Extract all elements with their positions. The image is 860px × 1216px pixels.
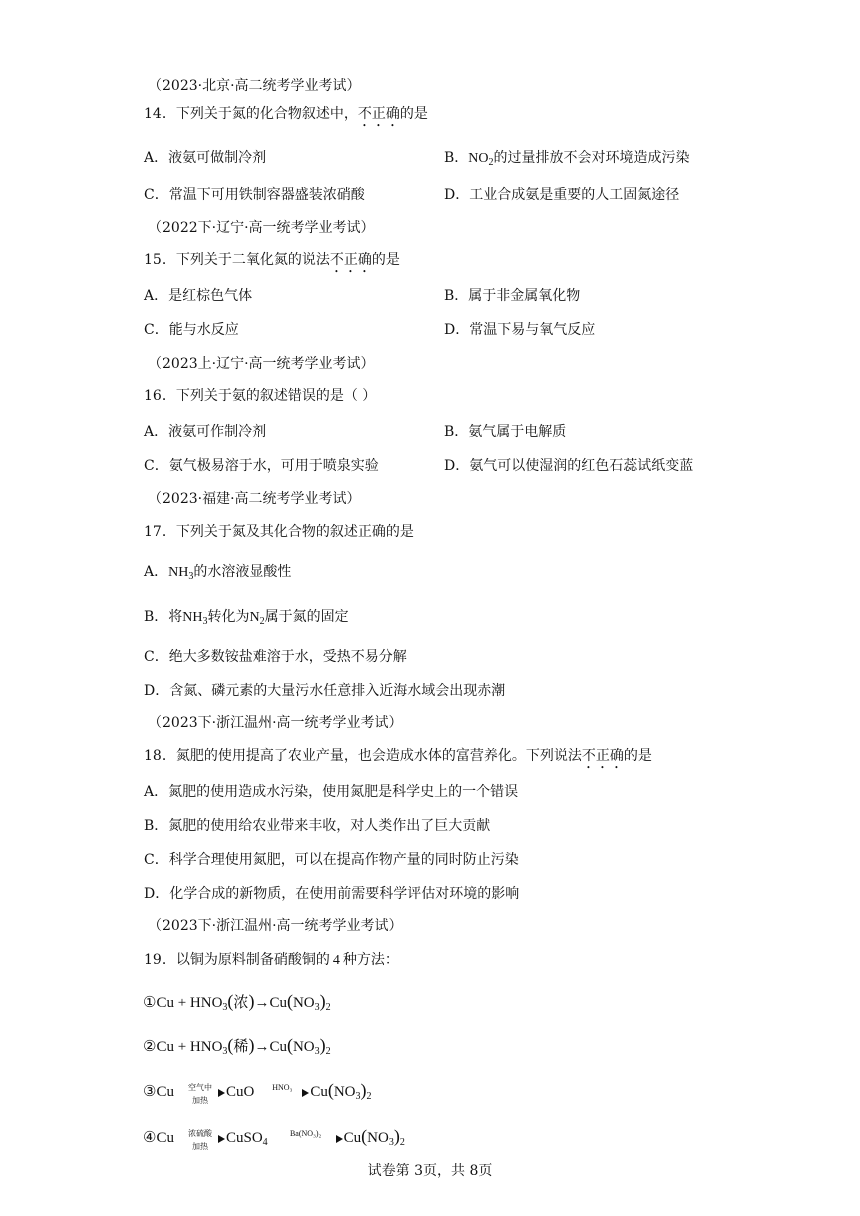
method-2-condition: 稀: [233, 1039, 249, 1055]
q17-b-post: 属于氮的固定: [264, 609, 349, 625]
q15-option-d[interactable]: D．常温下易与氧气反应: [444, 322, 596, 338]
method-3-reactant: Cu: [156, 1084, 174, 1100]
q19-stem-num: 4: [332, 953, 340, 968]
q16-source: （2023上·辽宁·高一统考学业考试）: [148, 356, 375, 372]
q14-source: （2023·北京·高二统考学业考试）: [148, 78, 361, 94]
method-2-lhs: Cu + HNO: [156, 1039, 223, 1055]
method-3-number: ③: [143, 1084, 157, 1100]
q15-source: （2022下·辽宁·高一统考学业考试）: [148, 220, 375, 236]
q17-a-pre: A．: [144, 564, 169, 580]
q14-stem-emphasis: 不正确: [357, 106, 400, 122]
method-1-number: ①: [143, 995, 157, 1011]
method-4-product: Cu: [343, 1130, 362, 1146]
q17-option-a[interactable]: [144, 562, 291, 583]
q15-stem-post: 的是: [371, 252, 400, 268]
q18-option-b[interactable]: B．氮肥的使用给农业带来丰收，对人类作出了巨大贡献: [144, 818, 491, 834]
method-3-product-inner: NO: [333, 1084, 356, 1100]
q18-stem-post: 的是: [623, 748, 652, 764]
method-4-arrow1-top: 浓硫酸: [187, 1128, 212, 1138]
method-1-rhs: Cu: [269, 995, 287, 1011]
q16-stem: 16．下列关于氨的叙述错误的是（ ）: [144, 388, 377, 404]
q14-option-b[interactable]: [444, 148, 690, 169]
reaction-arrow-icon: →: [254, 995, 270, 1011]
q17-b-formula2: N: [249, 610, 260, 625]
q15-stem-pre: 15．下列关于二氧化氮的说法: [144, 252, 330, 268]
q15-option-a[interactable]: A．是红棕色气体: [144, 288, 253, 304]
method-3-arrow1-bottom: 加热: [191, 1095, 208, 1105]
q14-stem-pre: 14．下列关于氮的化合物叙述中，: [144, 106, 358, 122]
q14-option-d[interactable]: D．工业合成氨是重要的人工固氮途径: [444, 187, 680, 203]
method-2-rhs: Cu: [269, 1039, 287, 1055]
method-3-intermediate: CuO: [225, 1084, 255, 1100]
method-4-product-inner-sub: 3: [388, 1137, 394, 1148]
q14-b-pre: B．: [444, 150, 469, 166]
method-2-rhs-inner-sub: 3: [314, 1046, 320, 1057]
q17-a-formula: NH: [168, 565, 189, 580]
q17-b-formula1: NH: [182, 610, 203, 625]
method-4-arrow2-top: Ba(NO₃)₂: [289, 1128, 322, 1138]
q16-option-b[interactable]: B．氨气属于电解质: [444, 424, 567, 440]
reaction-arrow-icon: →: [254, 1039, 270, 1055]
method-3-product-outer-sub: 2: [366, 1091, 372, 1102]
method-1-lhs: Cu + HNO: [156, 995, 223, 1011]
q18-option-c[interactable]: C．科学合理使用氮肥，可以在提高作物产量的同时防止污染: [144, 852, 519, 868]
q17-stem: 17．下列关于氮及其化合物的叙述正确的是: [144, 524, 414, 540]
q18-stem-emphasis: 不正确: [581, 748, 624, 764]
q16-option-a[interactable]: A．液氨可作制冷剂: [144, 424, 267, 440]
method-1-condition: 浓: [233, 995, 249, 1011]
q17-option-b[interactable]: [144, 607, 349, 628]
method-1-rhs-inner-sub: 3: [314, 1002, 320, 1013]
q17-a-post: 的水溶液显酸性: [193, 564, 292, 580]
method-4-number: ④: [143, 1130, 157, 1146]
method-4-product-inner: NO: [367, 1130, 389, 1146]
method-1-rhs-outer-sub: 2: [325, 1002, 331, 1013]
q17-option-d[interactable]: D．含氮、磷元素的大量污水任意排入近海水域会出现赤潮: [144, 683, 506, 699]
method-3-product: Cu: [310, 1084, 328, 1100]
q17-option-c[interactable]: C．绝大多数铵盐难溶于水，受热不易分解: [144, 649, 407, 665]
q19-method-4: ④Cu 浓硫酸 加热 CuSO$_4$ Ba(NO₃)₂ $Cu(NO_3)_2$: [143, 1126, 405, 1151]
method-1-lhs-sub: 3: [222, 1002, 228, 1013]
q14-b-sub: 2: [488, 157, 494, 168]
method-2-rhs-outer-sub: 2: [325, 1046, 331, 1057]
q15-stem-emphasis: 不正确: [329, 252, 372, 268]
q18-option-a[interactable]: A．氮肥的使用造成水污染，使用氮肥是科学史上的一个错误: [144, 784, 519, 800]
q17-b-sub2: 2: [259, 616, 265, 627]
q19-method-3: ③Cu 空气中 加热 CuO HNO₃ $Cu(NO_3)_2$: [143, 1080, 372, 1105]
method-4-intermediate: CuSO: [225, 1130, 263, 1146]
q17-b-pre: B．将: [144, 609, 183, 625]
q15-stem: [144, 250, 400, 276]
q16-option-d[interactable]: D．氨气可以使湿润的红色石蕊试纸变蓝: [444, 458, 694, 474]
q14-option-c[interactable]: C．常温下可用铁制容器盛装浓硝酸: [144, 187, 365, 203]
q15-option-b[interactable]: B．属于非金属氧化物: [444, 288, 581, 304]
q17-b-sub1: 3: [202, 616, 208, 627]
q17-source: （2023·福建·高二统考学业考试）: [148, 491, 361, 507]
q14-stem: [144, 104, 428, 130]
method-4-intermediate-sub: 4: [262, 1137, 268, 1148]
q18-source: （2023下·浙江温州·高一统考学业考试）: [148, 715, 403, 731]
method-2-number: ②: [143, 1039, 157, 1055]
q19-method-1: ①Cu + $HNO_3$(浓)$\to Cu(NO_3)_2$: [143, 991, 331, 1013]
q17-a-sub: 3: [188, 571, 194, 582]
page-footer: 试卷第 3页，共 8页: [367, 1163, 493, 1179]
q14-stem-post: 的是: [399, 106, 428, 122]
q18-stem: [144, 746, 652, 772]
q14-b-formula: NO: [468, 151, 489, 166]
method-4-arrow1-bottom: 加热: [191, 1141, 208, 1151]
q17-b-mid: 转化为: [207, 609, 250, 625]
method-4-reactant: Cu: [156, 1130, 174, 1146]
method-2-rhs-inner: NO: [292, 1039, 315, 1055]
q19-stem-pre: 19．以铜为原料制备硝酸铜的: [144, 952, 330, 968]
method-3-arrow1-top: 空气中: [187, 1082, 212, 1092]
method-2-lhs-sub: 3: [222, 1046, 228, 1057]
q15-option-c[interactable]: C．能与水反应: [144, 322, 239, 338]
q19-stem: [144, 950, 399, 971]
q14-b-post: 的过量排放不会对环境造成污染: [493, 150, 690, 166]
q18-stem-pre: 18．氮肥的使用提高了农业产量，也会造成水体的富营养化。下列说法: [144, 748, 582, 764]
q19-method-2: ②Cu + $HNO_3$(稀)$\to Cu(NO_3)_2$: [143, 1035, 331, 1057]
q16-option-c[interactable]: C．氨气极易溶于水，可用于喷泉实验: [144, 458, 379, 474]
method-3-product-inner-sub: 3: [355, 1091, 361, 1102]
q19-stem-post: 种方法：: [342, 952, 399, 968]
q19-source: （2023下·浙江温州·高一统考学业考试）: [148, 918, 403, 934]
method-3-arrow2-top: HNO₃: [272, 1082, 293, 1092]
q18-option-d[interactable]: D．化学合成的新物质，在使用前需要科学评估对环境的影响: [144, 886, 520, 902]
q14-option-a[interactable]: A．液氨可做制冷剂: [144, 150, 267, 166]
method-4-product-outer-sub: 2: [399, 1137, 405, 1148]
method-1-rhs-inner: NO: [292, 995, 315, 1011]
